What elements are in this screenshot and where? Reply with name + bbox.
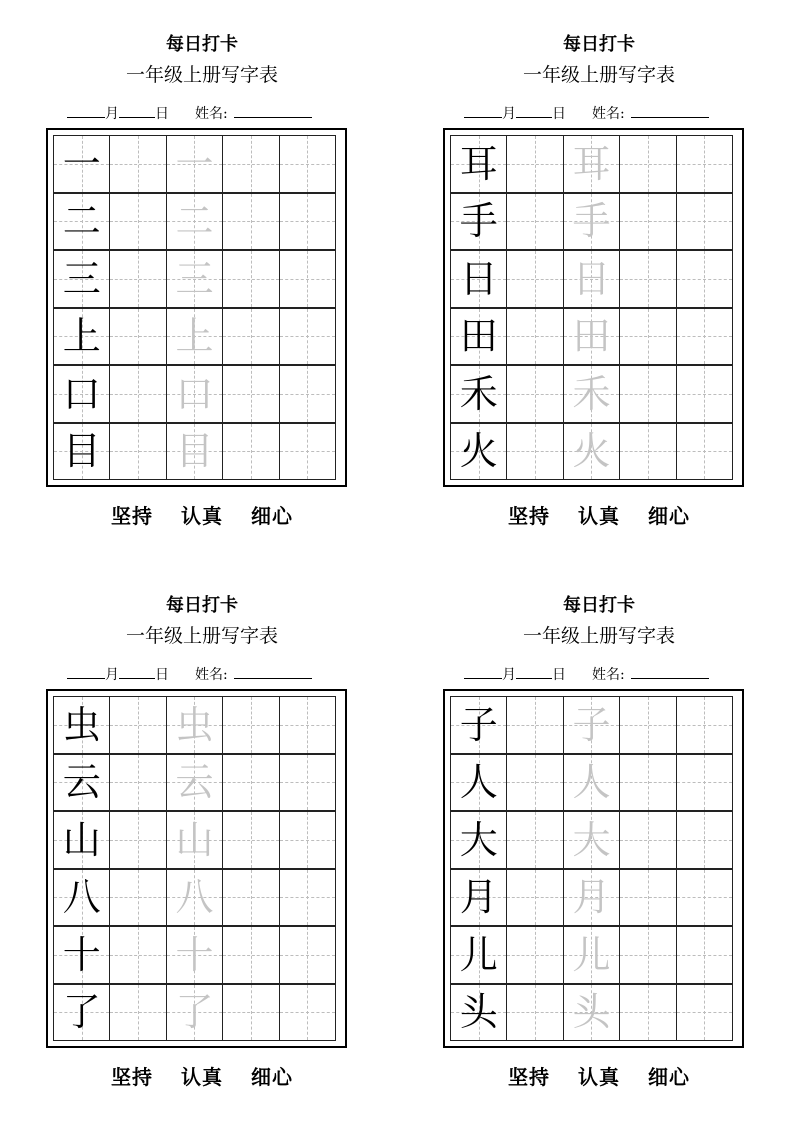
- model-character: 日: [459, 256, 498, 301]
- grid-row: [53, 696, 340, 754]
- grid-row: [53, 193, 340, 251]
- tian-zi-ge-cell[interactable]: [506, 250, 563, 308]
- tian-zi-ge-cell[interactable]: [676, 696, 733, 754]
- tian-zi-ge-cell[interactable]: [676, 754, 733, 812]
- month-label: 月: [502, 667, 516, 683]
- practice-card: [439, 0, 759, 528]
- model-character: 儿: [459, 932, 498, 977]
- tian-zi-ge-cell[interactable]: [53, 365, 110, 423]
- grid-row: [450, 365, 737, 423]
- model-character: 云: [62, 760, 101, 805]
- tian-zi-ge-cell[interactable]: [450, 423, 507, 481]
- tian-zi-ge-cell[interactable]: [563, 754, 620, 812]
- grid-row: [450, 250, 737, 308]
- model-character: 十: [62, 932, 101, 977]
- trace-character: 虫: [175, 702, 214, 747]
- model-character: 口: [62, 371, 101, 416]
- tian-zi-ge-cell[interactable]: [109, 135, 166, 193]
- tian-zi-ge-cell[interactable]: [109, 308, 166, 366]
- tian-zi-ge-cell[interactable]: [563, 250, 620, 308]
- writing-grid-frame: [46, 689, 347, 1048]
- tian-zi-ge-cell[interactable]: [279, 754, 336, 812]
- trace-character: 儿: [572, 932, 611, 977]
- tian-zi-ge-cell[interactable]: [506, 423, 563, 481]
- tian-zi-ge-cell[interactable]: [279, 926, 336, 984]
- tian-zi-ge-cell[interactable]: [676, 984, 733, 1042]
- name-label: 姓名:: [195, 667, 228, 683]
- tian-zi-ge-cell[interactable]: [109, 926, 166, 984]
- tian-zi-ge-cell[interactable]: [676, 811, 733, 869]
- tian-zi-ge-cell[interactable]: [563, 193, 620, 251]
- model-character: 一: [62, 141, 101, 186]
- tian-zi-ge-cell[interactable]: [166, 696, 223, 754]
- tian-zi-ge-cell[interactable]: [676, 423, 733, 481]
- name-blank[interactable]: [631, 103, 709, 118]
- tian-zi-ge-cell[interactable]: [619, 984, 676, 1042]
- model-character: 大: [459, 817, 498, 862]
- tian-zi-ge-cell[interactable]: [563, 811, 620, 869]
- tian-zi-ge-cell[interactable]: [450, 754, 507, 812]
- tian-zi-ge-cell[interactable]: [166, 811, 223, 869]
- tian-zi-ge-cell[interactable]: [619, 926, 676, 984]
- tian-zi-ge-cell[interactable]: [222, 811, 279, 869]
- tian-zi-ge-cell[interactable]: [563, 984, 620, 1042]
- month-blank[interactable]: [67, 103, 105, 118]
- tian-zi-ge-cell[interactable]: [619, 696, 676, 754]
- motto-word: 细心: [648, 1065, 690, 1089]
- grid-row: [450, 696, 737, 754]
- tian-zi-ge-cell[interactable]: [166, 754, 223, 812]
- grid-row: [450, 193, 737, 251]
- practice-card: [42, 0, 362, 528]
- grid-row: [53, 869, 340, 927]
- tian-zi-ge-cell[interactable]: [450, 250, 507, 308]
- grid-row: [450, 423, 737, 481]
- card-title: 每日打卡: [563, 34, 635, 55]
- tian-zi-ge-cell[interactable]: [53, 696, 110, 754]
- model-character: 目: [62, 429, 101, 474]
- motto: [439, 503, 759, 529]
- trace-character: 火: [572, 429, 611, 474]
- tian-zi-ge-cell[interactable]: [279, 308, 336, 366]
- trace-character: 手: [572, 199, 611, 244]
- tian-zi-ge-cell[interactable]: [53, 926, 110, 984]
- grid-row: [53, 308, 340, 366]
- trace-character: 一: [175, 141, 214, 186]
- model-character: 田: [459, 314, 498, 359]
- tian-zi-ge-cell[interactable]: [166, 365, 223, 423]
- motto-word: 坚持: [111, 504, 153, 528]
- tian-zi-ge-cell[interactable]: [450, 365, 507, 423]
- date-name-line: [67, 103, 367, 123]
- tian-zi-ge-cell[interactable]: [222, 754, 279, 812]
- tian-zi-ge-cell[interactable]: [506, 984, 563, 1042]
- tian-zi-ge-cell[interactable]: [619, 250, 676, 308]
- tian-zi-ge-cell[interactable]: [676, 308, 733, 366]
- tian-zi-ge-cell[interactable]: [563, 308, 620, 366]
- day-label: 日: [155, 667, 169, 683]
- trace-character: 大: [572, 817, 611, 862]
- model-character: 耳: [459, 141, 498, 186]
- grid-row: [53, 754, 340, 812]
- tian-zi-ge-cell[interactable]: [53, 250, 110, 308]
- motto-word: 认真: [578, 1065, 620, 1089]
- trace-character: 田: [572, 314, 611, 359]
- grid-row: [450, 869, 737, 927]
- date-name-line: [67, 664, 367, 684]
- model-character: 八: [62, 875, 101, 920]
- grid-row: [53, 984, 340, 1042]
- tian-zi-ge-cell[interactable]: [279, 135, 336, 193]
- tian-zi-ge-cell[interactable]: [506, 926, 563, 984]
- trace-character: 耳: [572, 141, 611, 186]
- grid-row: [53, 811, 340, 869]
- tian-zi-ge-cell[interactable]: [166, 926, 223, 984]
- tian-zi-ge-cell[interactable]: [676, 365, 733, 423]
- trace-character: 日: [572, 256, 611, 301]
- tian-zi-ge-cell[interactable]: [563, 869, 620, 927]
- writing-grid: [53, 135, 340, 480]
- trace-character: 云: [175, 760, 214, 805]
- trace-character: 上: [175, 314, 214, 359]
- date-name-line: [464, 103, 764, 123]
- trace-character: 了: [175, 990, 214, 1035]
- tian-zi-ge-cell[interactable]: [109, 811, 166, 869]
- tian-zi-ge-cell[interactable]: [676, 193, 733, 251]
- tian-zi-ge-cell[interactable]: [166, 984, 223, 1042]
- writing-grid: [450, 135, 737, 480]
- day-blank[interactable]: [119, 103, 155, 118]
- tian-zi-ge-cell[interactable]: [222, 135, 279, 193]
- grid-row: [53, 135, 340, 193]
- tian-zi-ge-cell[interactable]: [53, 135, 110, 193]
- tian-zi-ge-cell[interactable]: [279, 423, 336, 481]
- tian-zi-ge-cell[interactable]: [53, 308, 110, 366]
- name-blank[interactable]: [631, 664, 709, 679]
- motto-word: 坚持: [508, 1065, 550, 1089]
- grid-row: [450, 811, 737, 869]
- day-label: 日: [552, 106, 566, 122]
- tian-zi-ge-cell[interactable]: [166, 193, 223, 251]
- day-blank[interactable]: [516, 664, 552, 679]
- card-subtitle: 一年级上册写字表: [522, 64, 675, 86]
- tian-zi-ge-cell[interactable]: [53, 423, 110, 481]
- tian-zi-ge-cell[interactable]: [109, 423, 166, 481]
- tian-zi-ge-cell[interactable]: [166, 869, 223, 927]
- tian-zi-ge-cell[interactable]: [109, 696, 166, 754]
- tian-zi-ge-cell[interactable]: [53, 754, 110, 812]
- name-blank[interactable]: [234, 103, 312, 118]
- tian-zi-ge-cell[interactable]: [506, 365, 563, 423]
- practice-card: [42, 561, 362, 1089]
- name-label: 姓名:: [195, 106, 228, 122]
- model-character: 头: [459, 990, 498, 1035]
- name-blank[interactable]: [234, 664, 312, 679]
- tian-zi-ge-cell[interactable]: [676, 250, 733, 308]
- tian-zi-ge-cell[interactable]: [450, 984, 507, 1042]
- tian-zi-ge-cell[interactable]: [506, 754, 563, 812]
- model-character: 了: [62, 990, 101, 1035]
- tian-zi-ge-cell[interactable]: [222, 250, 279, 308]
- tian-zi-ge-cell[interactable]: [619, 308, 676, 366]
- grid-row: [450, 308, 737, 366]
- trace-character: 子: [572, 702, 611, 747]
- trace-character: 十: [175, 932, 214, 977]
- motto-word: 坚持: [111, 1065, 153, 1089]
- model-character: 人: [459, 760, 498, 805]
- tian-zi-ge-cell[interactable]: [109, 869, 166, 927]
- card-title: 每日打卡: [166, 34, 238, 55]
- tian-zi-ge-cell[interactable]: [563, 926, 620, 984]
- month-label: 月: [105, 106, 119, 122]
- tian-zi-ge-cell[interactable]: [222, 869, 279, 927]
- day-blank[interactable]: [119, 664, 155, 679]
- tian-zi-ge-cell[interactable]: [166, 250, 223, 308]
- tian-zi-ge-cell[interactable]: [619, 811, 676, 869]
- motto-word: 认真: [181, 504, 223, 528]
- grid-row: [450, 984, 737, 1042]
- tian-zi-ge-cell[interactable]: [109, 984, 166, 1042]
- tian-zi-ge-cell[interactable]: [222, 926, 279, 984]
- trace-character: 山: [175, 817, 214, 862]
- tian-zi-ge-cell[interactable]: [619, 754, 676, 812]
- card-title: 每日打卡: [563, 595, 635, 616]
- tian-zi-ge-cell[interactable]: [619, 423, 676, 481]
- tian-zi-ge-cell[interactable]: [450, 696, 507, 754]
- model-character: 三: [62, 256, 101, 301]
- model-character: 子: [459, 702, 498, 747]
- tian-zi-ge-cell[interactable]: [676, 135, 733, 193]
- tian-zi-ge-cell[interactable]: [506, 811, 563, 869]
- tian-zi-ge-cell[interactable]: [53, 869, 110, 927]
- tian-zi-ge-cell[interactable]: [450, 135, 507, 193]
- tian-zi-ge-cell[interactable]: [563, 696, 620, 754]
- tian-zi-ge-cell[interactable]: [563, 423, 620, 481]
- tian-zi-ge-cell[interactable]: [506, 193, 563, 251]
- name-label: 姓名:: [592, 667, 625, 683]
- tian-zi-ge-cell[interactable]: [450, 811, 507, 869]
- tian-zi-ge-cell[interactable]: [450, 926, 507, 984]
- tian-zi-ge-cell[interactable]: [619, 869, 676, 927]
- motto: [439, 1064, 759, 1090]
- model-character: 火: [459, 429, 498, 474]
- tian-zi-ge-cell[interactable]: [109, 193, 166, 251]
- tian-zi-ge-cell[interactable]: [109, 250, 166, 308]
- model-character: 上: [62, 314, 101, 359]
- month-label: 月: [502, 106, 516, 122]
- trace-character: 月: [572, 875, 611, 920]
- grid-row: [53, 926, 340, 984]
- tian-zi-ge-cell[interactable]: [222, 365, 279, 423]
- trace-character: 八: [175, 875, 214, 920]
- trace-character: 三: [175, 256, 214, 301]
- tian-zi-ge-cell[interactable]: [279, 696, 336, 754]
- tian-zi-ge-cell[interactable]: [222, 193, 279, 251]
- day-blank[interactable]: [516, 103, 552, 118]
- tian-zi-ge-cell[interactable]: [279, 193, 336, 251]
- grid-row: [450, 926, 737, 984]
- grid-row: [53, 250, 340, 308]
- month-blank[interactable]: [67, 664, 105, 679]
- tian-zi-ge-cell[interactable]: [619, 365, 676, 423]
- motto-word: 认真: [578, 504, 620, 528]
- trace-character: 人: [572, 760, 611, 805]
- tian-zi-ge-cell[interactable]: [450, 193, 507, 251]
- month-blank[interactable]: [464, 664, 502, 679]
- trace-character: 目: [175, 429, 214, 474]
- tian-zi-ge-cell[interactable]: [53, 984, 110, 1042]
- tian-zi-ge-cell[interactable]: [109, 365, 166, 423]
- tian-zi-ge-cell[interactable]: [222, 696, 279, 754]
- tian-zi-ge-cell[interactable]: [619, 193, 676, 251]
- tian-zi-ge-cell[interactable]: [53, 193, 110, 251]
- motto-word: 认真: [181, 1065, 223, 1089]
- tian-zi-ge-cell[interactable]: [563, 365, 620, 423]
- tian-zi-ge-cell[interactable]: [450, 869, 507, 927]
- card-title: 每日打卡: [166, 595, 238, 616]
- tian-zi-ge-cell[interactable]: [506, 869, 563, 927]
- tian-zi-ge-cell[interactable]: [166, 135, 223, 193]
- card-subtitle: 一年级上册写字表: [125, 625, 278, 647]
- tian-zi-ge-cell[interactable]: [506, 308, 563, 366]
- tian-zi-ge-cell[interactable]: [619, 135, 676, 193]
- tian-zi-ge-cell[interactable]: [53, 811, 110, 869]
- motto: [42, 503, 362, 529]
- grid-row: [53, 423, 340, 481]
- tian-zi-ge-cell[interactable]: [222, 308, 279, 366]
- tian-zi-ge-cell[interactable]: [109, 754, 166, 812]
- writing-grid-frame: [443, 128, 744, 487]
- trace-character: 二: [175, 199, 214, 244]
- tian-zi-ge-cell[interactable]: [279, 250, 336, 308]
- tian-zi-ge-cell[interactable]: [279, 365, 336, 423]
- model-character: 手: [459, 199, 498, 244]
- card-subtitle: 一年级上册写字表: [125, 64, 278, 86]
- tian-zi-ge-cell[interactable]: [166, 308, 223, 366]
- model-character: 禾: [459, 371, 498, 416]
- grid-row: [450, 754, 737, 812]
- motto-word: 细心: [648, 504, 690, 528]
- date-name-line: [464, 664, 764, 684]
- model-character: 山: [62, 817, 101, 862]
- tian-zi-ge-cell[interactable]: [676, 869, 733, 927]
- model-character: 虫: [62, 702, 101, 747]
- model-character: 二: [62, 199, 101, 244]
- tian-zi-ge-cell[interactable]: [279, 869, 336, 927]
- tian-zi-ge-cell[interactable]: [506, 135, 563, 193]
- tian-zi-ge-cell[interactable]: [506, 696, 563, 754]
- practice-card: [439, 561, 759, 1089]
- writing-grid: [450, 696, 737, 1041]
- motto-word: 坚持: [508, 504, 550, 528]
- trace-character: 头: [572, 990, 611, 1035]
- tian-zi-ge-cell[interactable]: [450, 308, 507, 366]
- writing-grid-frame: [443, 689, 744, 1048]
- tian-zi-ge-cell[interactable]: [166, 423, 223, 481]
- writing-grid-frame: [46, 128, 347, 487]
- motto-word: 细心: [251, 1065, 293, 1089]
- writing-grid: [53, 696, 340, 1041]
- motto-word: 细心: [251, 504, 293, 528]
- day-label: 日: [155, 106, 169, 122]
- month-label: 月: [105, 667, 119, 683]
- tian-zi-ge-cell[interactable]: [676, 926, 733, 984]
- tian-zi-ge-cell[interactable]: [222, 423, 279, 481]
- tian-zi-ge-cell[interactable]: [279, 811, 336, 869]
- tian-zi-ge-cell[interactable]: [563, 135, 620, 193]
- grid-row: [450, 135, 737, 193]
- name-label: 姓名:: [592, 106, 625, 122]
- card-subtitle: 一年级上册写字表: [522, 625, 675, 647]
- trace-character: 禾: [572, 371, 611, 416]
- trace-character: 口: [175, 371, 214, 416]
- grid-row: [53, 365, 340, 423]
- tian-zi-ge-cell[interactable]: [279, 984, 336, 1042]
- motto: [42, 1064, 362, 1090]
- month-blank[interactable]: [464, 103, 502, 118]
- model-character: 月: [459, 875, 498, 920]
- tian-zi-ge-cell[interactable]: [222, 984, 279, 1042]
- day-label: 日: [552, 667, 566, 683]
